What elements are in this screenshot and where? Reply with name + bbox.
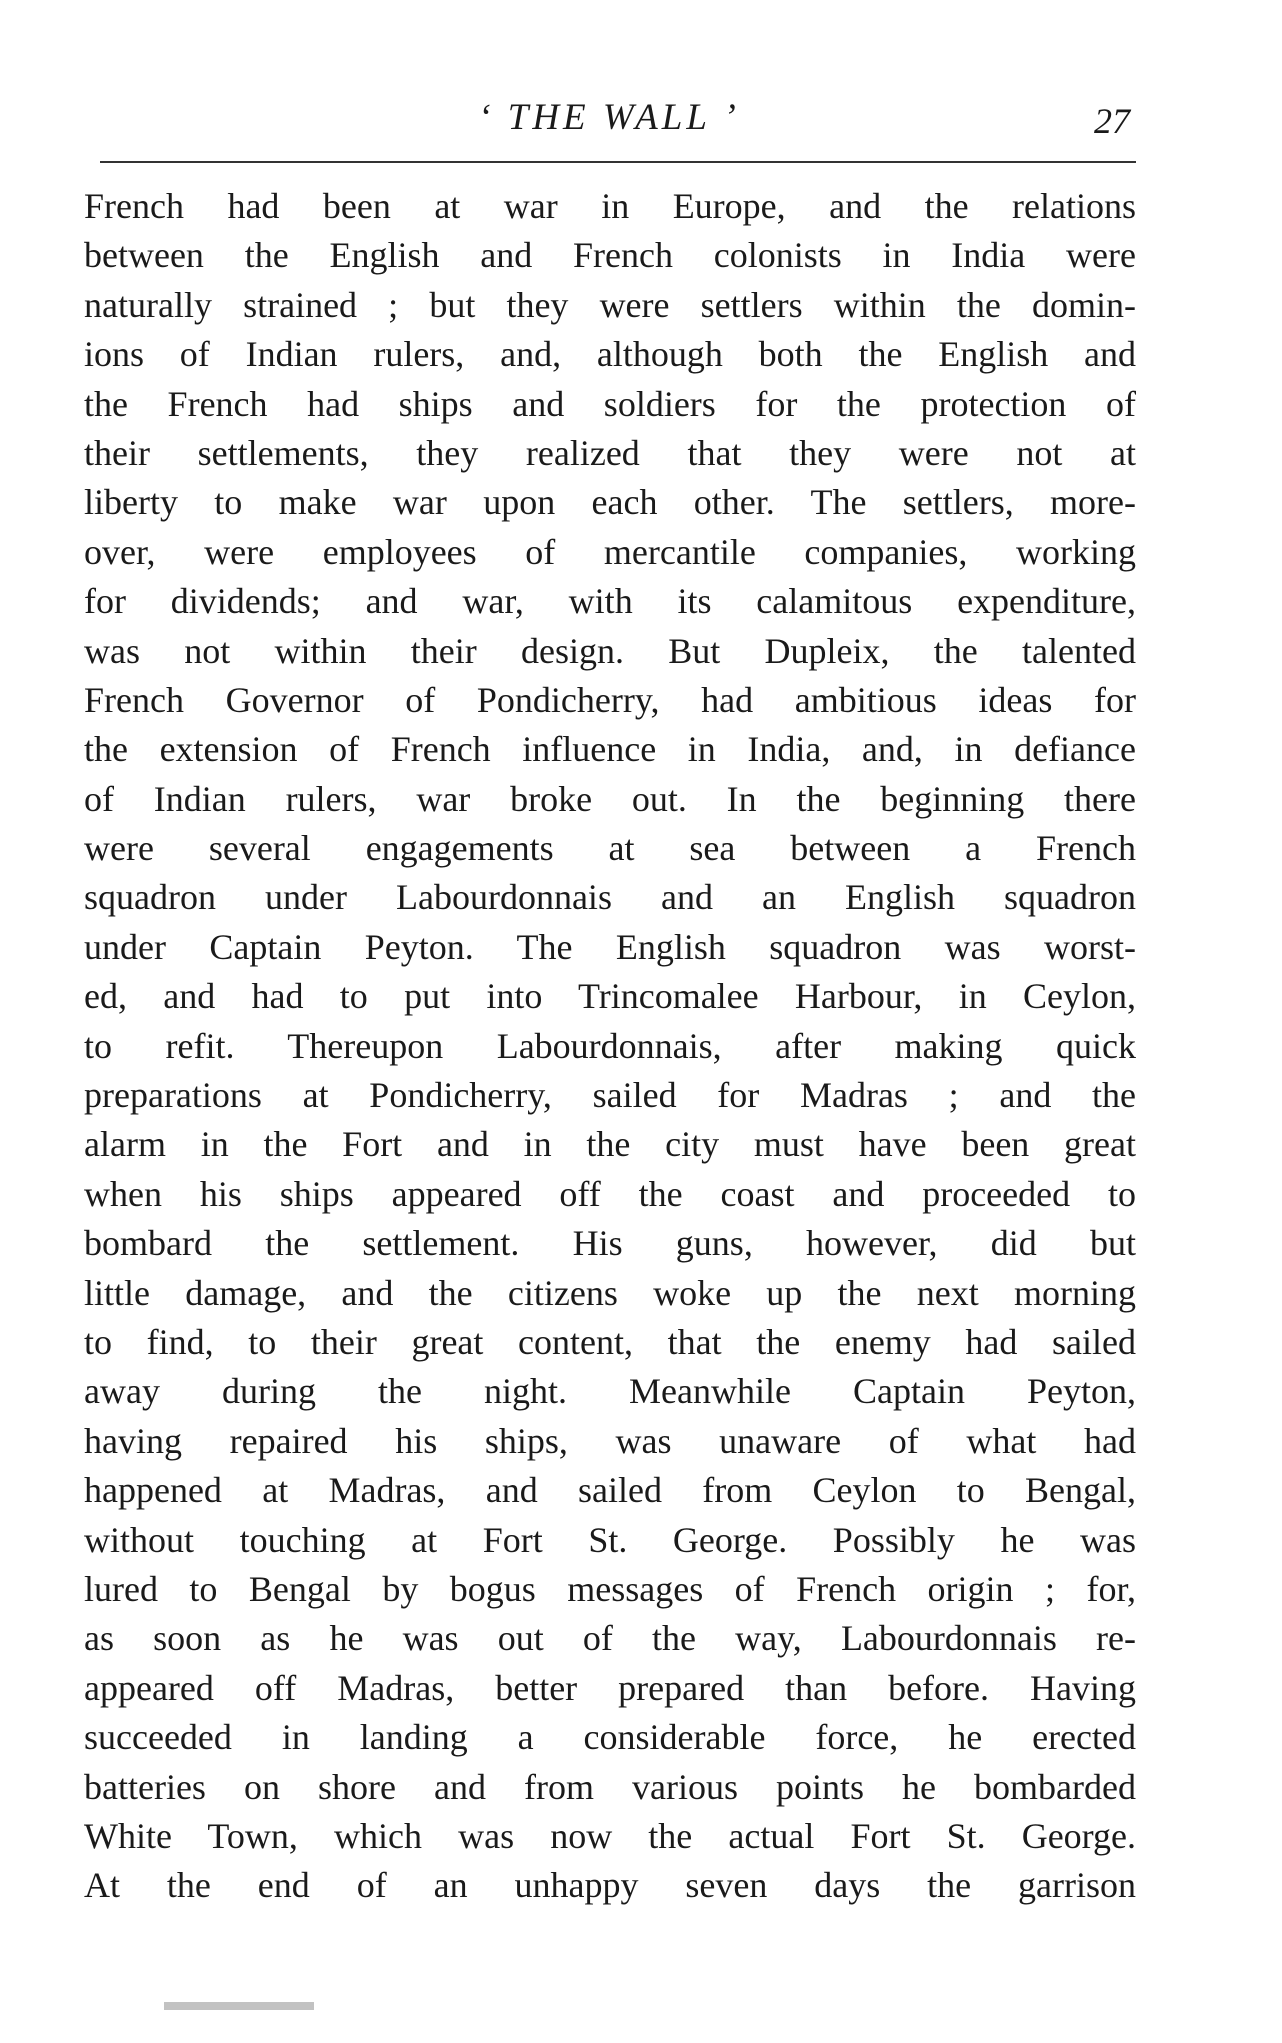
text-line: little damage, and the citizens woke up the next morning bbox=[84, 1272, 1136, 1313]
text-line: squadron under Labourdonnais and an English squadron bbox=[84, 877, 1136, 918]
text-line: to find, to their great content, that the enemy had sailed bbox=[84, 1321, 1136, 1362]
text-line: away during the night. Meanwhile Captain Peyton, bbox=[84, 1371, 1136, 1412]
text-line: as soon as he was out of the way, Labourdonnais re- bbox=[84, 1618, 1136, 1659]
text-line: for dividends; and war, with its calamitous expenditure, bbox=[84, 581, 1136, 622]
text-line: White Town, which was now the actual Fort St. George. bbox=[84, 1815, 1136, 1856]
text-line: without touching at Fort St. George. Possibly he was bbox=[84, 1519, 1136, 1560]
text-line: bombard the settlement. His guns, however, did but bbox=[84, 1223, 1136, 1264]
text-line: was not within their design. But Dupleix, the talented bbox=[84, 630, 1136, 671]
text-line: when his ships appeared off the coast and proceeded to bbox=[84, 1173, 1136, 1214]
text-line: between the English and French colonists in India were bbox=[84, 235, 1136, 276]
text-line: naturally strained ; but they were settlers within the domin- bbox=[84, 284, 1136, 325]
text-line: succeeded in landing a considerable force, he erected bbox=[84, 1717, 1136, 1758]
text-line: were several engagements at sea between a French bbox=[84, 828, 1136, 869]
text-line: French had been at war in Europe, and the relations bbox=[84, 186, 1136, 226]
text-line: alarm in the Fort and in the city must have been great bbox=[84, 1124, 1136, 1165]
text-line: over, were employees of mercantile companies, working bbox=[84, 531, 1136, 572]
text-line: appeared off Madras, better prepared than before. Having bbox=[84, 1667, 1136, 1708]
running-title: ‘ THE WALL ’ bbox=[478, 97, 740, 138]
text-line: lured to Bengal by bogus messages of French origin ; for, bbox=[84, 1568, 1136, 1609]
page-number: 27 bbox=[1094, 101, 1130, 141]
text-line: the extension of French influence in India, and, in defiance bbox=[84, 729, 1136, 770]
text-line: having repaired his ships, was unaware of what had bbox=[84, 1420, 1136, 1461]
text-line: preparations at Pondicherry, sailed for Madras ; and the bbox=[84, 1075, 1136, 1116]
text-line: to refit. Thereupon Labourdonnais, after making quick bbox=[84, 1025, 1136, 1066]
text-line: French Governor of Pondicherry, had ambitious ideas for bbox=[84, 679, 1136, 720]
print-smudge bbox=[164, 2002, 314, 2010]
text-line: under Captain Peyton. The English squadron was worst- bbox=[84, 926, 1136, 967]
text-line: batteries on shore and from various points he bombarded bbox=[84, 1766, 1136, 1807]
header-rule bbox=[100, 161, 1136, 163]
text-line: their settlements, they realized that they were not at bbox=[84, 432, 1136, 473]
text-line: At the end of an unhappy seven days the garrison bbox=[84, 1865, 1136, 1906]
running-head bbox=[84, 96, 1134, 148]
text-line: happened at Madras, and sailed from Ceylon to Bengal, bbox=[84, 1470, 1136, 1511]
text-line: ed, and had to put into Trincomalee Harbour, in Ceylon, bbox=[84, 976, 1136, 1017]
text-line: ions of Indian rulers, and, although both the English and bbox=[84, 334, 1136, 375]
text-line: of Indian rulers, war broke out. In the beginning there bbox=[84, 778, 1136, 819]
body-text bbox=[84, 182, 1136, 1911]
text-line: the French had ships and soldiers for the protection of bbox=[84, 383, 1136, 424]
text-line: liberty to make war upon each other. The settlers, more- bbox=[84, 482, 1136, 523]
